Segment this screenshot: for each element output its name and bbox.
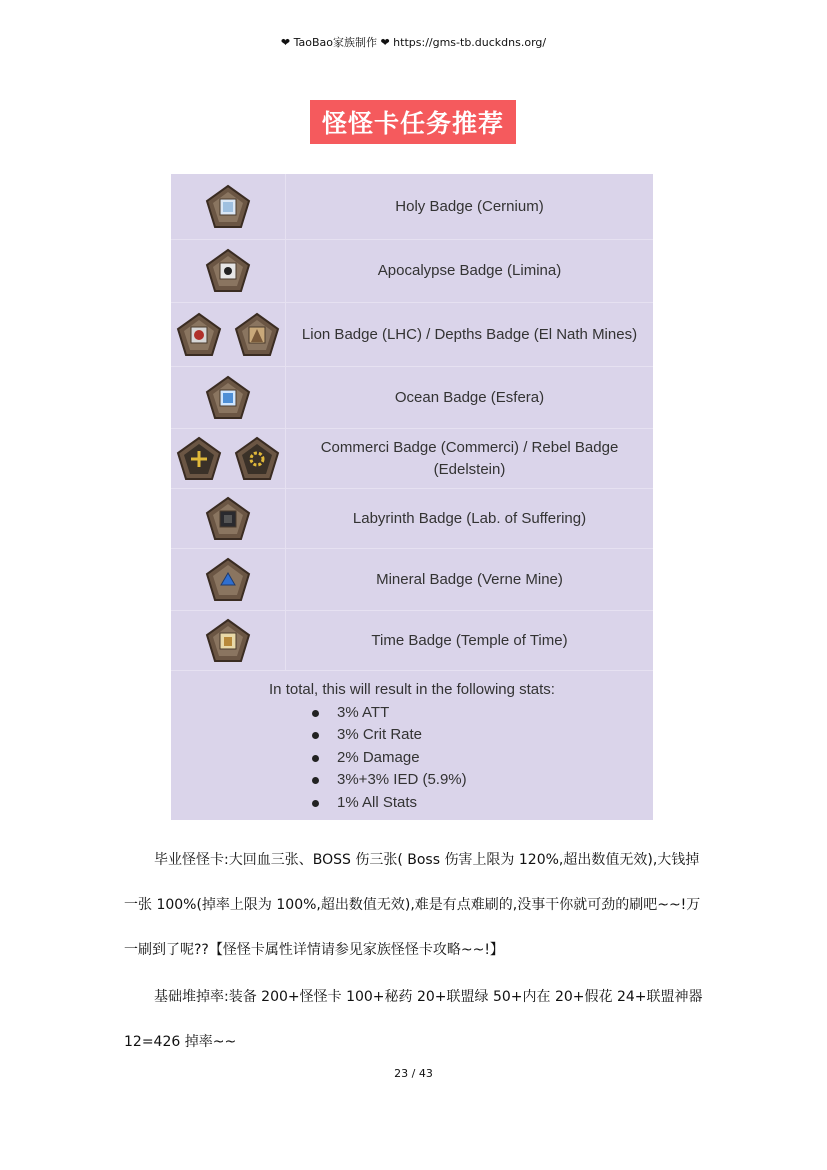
table-row bbox=[171, 429, 653, 489]
list-item: 3% Crit Rate bbox=[171, 724, 653, 747]
table-row bbox=[171, 174, 653, 240]
summary-intro: In total, this will result in the following stats: bbox=[269, 681, 555, 698]
list-item: 3% ATT bbox=[171, 702, 653, 725]
stats-list bbox=[171, 702, 653, 815]
badge-label: Lion Badge (LHC) / Depths Badge (El Nath Mines) bbox=[301, 325, 638, 343]
badge-table bbox=[171, 174, 653, 820]
icon-cell bbox=[171, 367, 286, 428]
badge-label: Labyrinth Badge (Lab. of Suffering) bbox=[352, 509, 587, 527]
apocalypse-badge-icon bbox=[205, 248, 251, 294]
icon-cell bbox=[171, 303, 286, 366]
commerci-badge-icon bbox=[176, 436, 222, 482]
lion-badge-icon bbox=[176, 312, 222, 358]
badge-label: Commerci Badge (Commerci) / Rebel Badge (Edelstein) bbox=[320, 438, 619, 478]
table-row bbox=[171, 489, 653, 549]
holy-badge-icon bbox=[205, 184, 251, 230]
table-row bbox=[171, 549, 653, 611]
badge-label: Ocean Badge (Esfera) bbox=[394, 388, 545, 406]
table-row bbox=[171, 367, 653, 429]
icon-cell bbox=[171, 429, 286, 488]
badge-label: Mineral Badge (Verne Mine) bbox=[376, 570, 563, 588]
icon-cell bbox=[171, 489, 286, 548]
list-item: 3%+3% IED (5.9%) bbox=[171, 769, 653, 792]
paragraph-endgame-cards bbox=[124, 838, 709, 973]
ocean-badge-icon bbox=[205, 375, 251, 421]
page-number: 23 / 43 bbox=[394, 1067, 433, 1080]
badge-label: Time Badge (Temple of Time) bbox=[371, 631, 568, 649]
paragraph-text: 基础堆掉率:装备 200+怪怪卡 100+秘药 20+联盟绿 50+内在 20+假花 24+联盟神器 12=426 掉率~~ bbox=[124, 989, 703, 1050]
table-row bbox=[171, 240, 653, 303]
table-row bbox=[171, 303, 653, 367]
page-header: ❤ TaoBao家族制作 ❤ https://gms-tb.duckdns.org/ bbox=[280, 36, 547, 49]
rebel-badge-icon bbox=[234, 436, 280, 482]
depths-badge-icon bbox=[234, 312, 280, 358]
list-item: 2% Damage bbox=[171, 747, 653, 770]
list-item: 1% All Stats bbox=[171, 792, 653, 815]
icon-cell bbox=[171, 240, 286, 302]
table-row bbox=[171, 611, 653, 671]
stats-summary bbox=[171, 671, 653, 820]
icon-cell bbox=[171, 174, 286, 239]
badge-label: Apocalypse Badge (Limina) bbox=[377, 262, 562, 279]
mineral-badge-icon bbox=[205, 557, 251, 603]
icon-cell bbox=[171, 549, 286, 610]
page-title: 怪怪卡任务推荐 bbox=[310, 100, 516, 144]
time-badge-icon bbox=[205, 618, 251, 664]
icon-cell bbox=[171, 611, 286, 670]
badge-label: Holy Badge (Cernium) bbox=[395, 197, 544, 215]
paragraph-text: 毕业怪怪卡:大回血三张、BOSS 伤三张( Boss 伤害上限为 120%,超出数值无效),大钱掉一张 100%(掉率上限为 100%,超出数值无效),难是有点难刷的,没事干你就可劲的刷吧~~!万一刷到了呢??【怪怪卡属性详情请参见家族怪怪卡攻略~~!】 bbox=[124, 852, 701, 958]
labyrinth-badge-icon bbox=[205, 496, 251, 542]
paragraph-drop-rate bbox=[124, 975, 709, 1065]
